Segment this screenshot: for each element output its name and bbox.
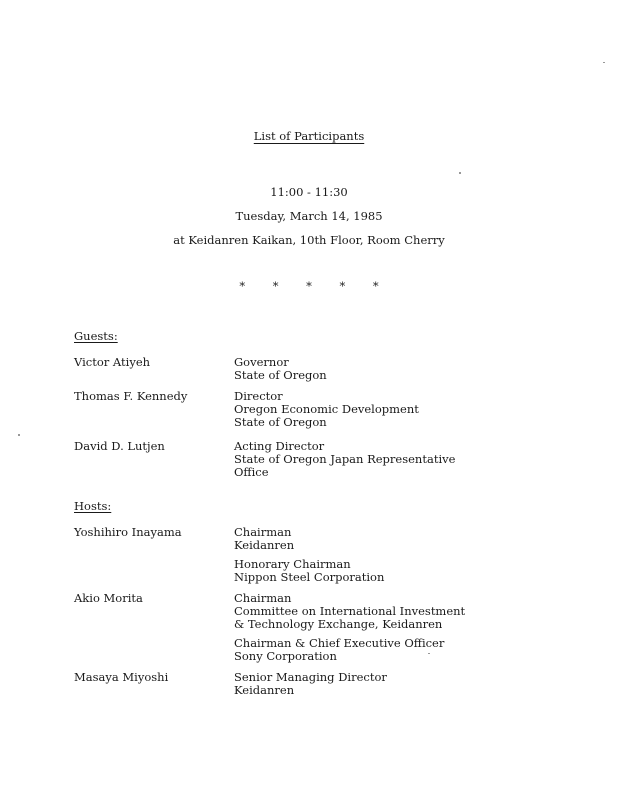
guest-role bbox=[234, 390, 594, 429]
host-role-line: Keidanren bbox=[234, 538, 295, 552]
host-role-line: & Technology Exchange, Keidanren bbox=[234, 617, 443, 631]
guest-name: David D. Lutjen bbox=[74, 439, 165, 453]
host-name: Yoshihiro Inayama bbox=[74, 525, 182, 539]
hosts-heading: Hosts: bbox=[74, 499, 112, 513]
host-name: Akio Morita bbox=[74, 591, 143, 605]
host-role-line: Chairman bbox=[234, 591, 292, 605]
guest-role bbox=[234, 356, 594, 382]
host-role-line: Sony Corporation bbox=[234, 649, 337, 663]
guest-role-line: Oregon Economic Development bbox=[234, 402, 419, 416]
guest-name: Victor Atiyeh bbox=[74, 355, 151, 369]
host-role-line: Keidanren bbox=[234, 683, 295, 697]
guest-role-line: State of Oregon bbox=[234, 415, 327, 429]
section-separator: * * * * * bbox=[239, 279, 391, 293]
host-role bbox=[234, 526, 594, 584]
guest-role-line: State of Oregon Japan Representative bbox=[234, 452, 456, 466]
guests-heading: Guests: bbox=[74, 329, 118, 343]
host-role-line: Honorary Chairman bbox=[234, 557, 351, 571]
guest-role-line: State of Oregon bbox=[234, 368, 327, 382]
host-role-line: Committee on International Investment bbox=[234, 604, 466, 618]
host-name: Masaya Miyoshi bbox=[74, 670, 169, 684]
host-role bbox=[234, 671, 594, 697]
meeting-location: at Keidanren Kaikan, 10th Floor, Room Cherry bbox=[173, 233, 445, 247]
guest-role-line: Office bbox=[234, 465, 269, 479]
scan-speck bbox=[18, 434, 20, 436]
scan-speck bbox=[459, 172, 461, 174]
host-role-line: Chairman & Chief Executive Officer bbox=[234, 636, 445, 650]
meeting-date: Tuesday, March 14, 1985 bbox=[235, 209, 383, 223]
scan-speck bbox=[603, 62, 605, 63]
scan-speck bbox=[428, 653, 430, 654]
host-role bbox=[234, 592, 594, 663]
host-role-line: Chairman bbox=[234, 525, 292, 539]
meeting-time: 11:00 - 11:30 bbox=[270, 185, 348, 199]
document-title: List of Participants bbox=[253, 129, 365, 143]
host-role-line: Senior Managing Director bbox=[234, 670, 387, 684]
guest-role-line: Director bbox=[234, 389, 283, 403]
host-role-line: Nippon Steel Corporation bbox=[234, 570, 385, 584]
guest-name: Thomas F. Kennedy bbox=[74, 389, 188, 403]
guest-role-line: Acting Director bbox=[234, 439, 325, 453]
guest-role-line: Governor bbox=[234, 355, 289, 369]
guest-role bbox=[234, 440, 594, 479]
